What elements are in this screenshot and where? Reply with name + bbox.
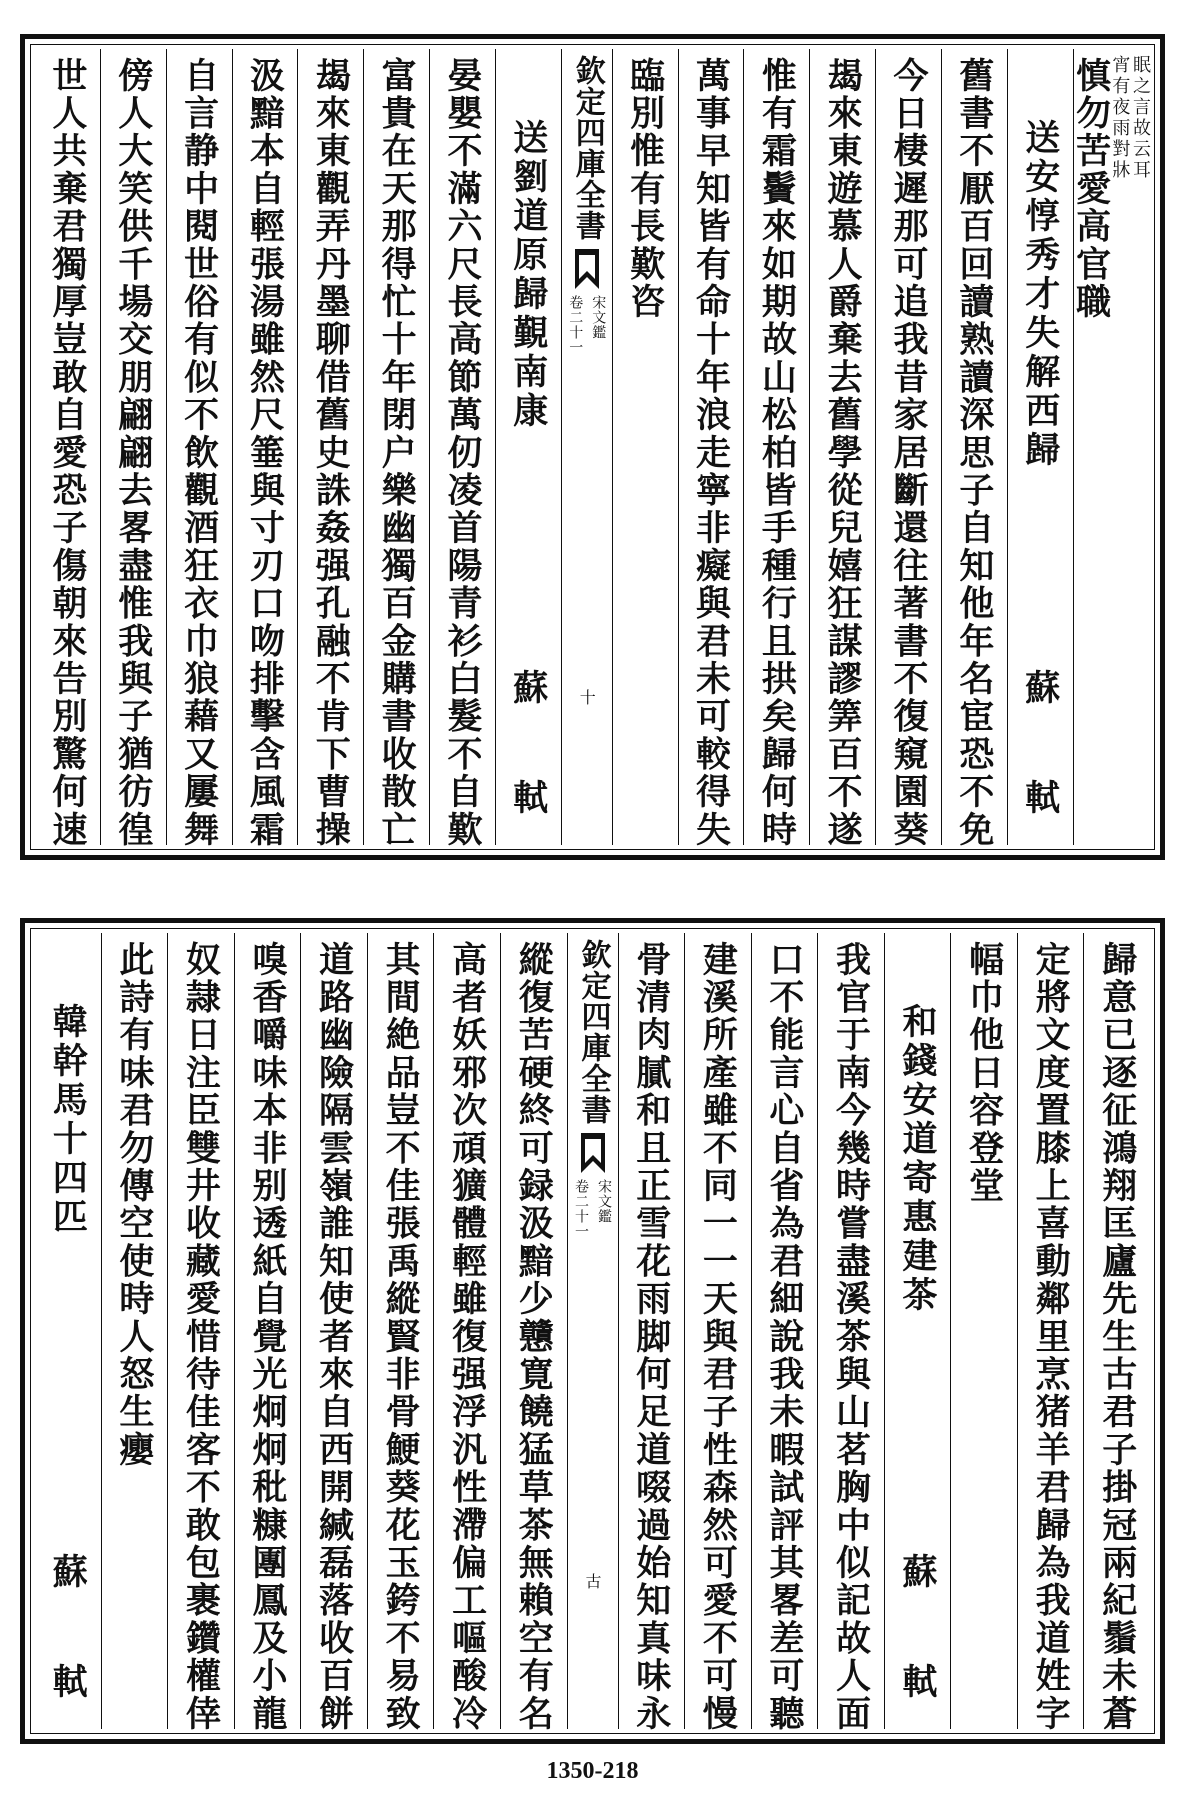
annotation-note: 眠之言故云耳 (1130, 55, 1151, 181)
text-line: 嗅香嚼味本非别透紙自覺光炯炯秕糠團鳳及小龍 (246, 941, 288, 1733)
center-fold-column (567, 933, 618, 1729)
page-panel-bottom (20, 918, 1165, 1744)
text-line: 朅來東遊慕人爵棄去舊學從兒嬉狂謀謬筭百不遂 (822, 57, 864, 849)
text-column (35, 49, 100, 849)
page-number: 1350-218 (546, 1758, 639, 1784)
text-line: 道路幽險隔雲嶺誰知使者來自西開緘磊落收百餅 (313, 941, 355, 1733)
author-name: 蘇 軾 (507, 669, 549, 834)
text-line: 歸意已逐征鴻翔匡廬先生古君子掛冠兩紀鬚未蒼 (1096, 941, 1138, 1733)
text-line: 其間絶品豈不佳張禹縱賢非骨鯁葵花玉銙不易致 (380, 941, 422, 1733)
poem-title-column (495, 49, 561, 845)
text-column (751, 933, 818, 1733)
juan-label: 卷二十一 (573, 1179, 589, 1239)
text-column (950, 933, 1017, 1729)
text-column (297, 49, 363, 849)
text-line: 骨清肉膩和且正雪花雨脚何足道啜過始知真味永 (630, 941, 672, 1733)
fishtail-mark-icon (574, 249, 600, 289)
library-title: 欽定四庫全書 (569, 55, 605, 241)
book-name: 宋文鑑 (590, 295, 607, 340)
poem-title-column (1007, 49, 1073, 845)
text-line: 定將文度置膝上喜動鄰里烹猪羊君歸為我道姓字 (1030, 941, 1072, 1733)
text-line: 自言静中閱世俗有似不飲觀酒狂衣巾狼藉又屢舞 (178, 57, 220, 849)
annotation-note: 宵有夜雨對牀 (1109, 55, 1131, 181)
juan-label: 卷二十一 (567, 295, 584, 355)
poem-title: 送安惇秀才失解西歸 (1019, 119, 1061, 470)
poem-title: 韓幹馬十四匹 (47, 1003, 89, 1237)
text-column (433, 933, 500, 1733)
page-panel-top (20, 34, 1165, 860)
text-column (941, 49, 1007, 849)
text-column (809, 49, 875, 849)
text-column (612, 49, 678, 845)
text-line: 幅巾他日容登堂 (963, 941, 1005, 1205)
center-fold-column (561, 49, 612, 845)
text-column (500, 933, 567, 1733)
text-columns (35, 933, 1150, 1733)
text-column (232, 49, 298, 849)
text-line: 傍人大笑供千場交朋翩翩去畧盡惟我與子猶彷徨 (112, 57, 154, 849)
text-column (300, 933, 367, 1733)
text-column (1083, 933, 1150, 1733)
text-column (167, 933, 234, 1733)
text-line: 汲黯本自輕張湯雖然尺箠與寸刃口吻排擊含風霜 (244, 57, 286, 849)
text-line: 我官于南今幾時嘗盡溪茶與山茗胸中似記故人面 (830, 941, 872, 1733)
volume-label (565, 289, 608, 355)
text-column (367, 933, 434, 1733)
text-column (875, 49, 941, 849)
text-column (101, 933, 168, 1729)
leaf-number: 古 (583, 1573, 602, 1589)
text-column (1017, 933, 1084, 1733)
poem-title: 和錢安道寄惠建茶 (897, 1003, 939, 1315)
library-title: 欽定四庫全書 (575, 939, 611, 1125)
text-column (678, 49, 744, 849)
text-line: 今日棲遲那可追我昔家居斷還往著書不復窺園葵 (888, 57, 930, 849)
text-line: 舊書不厭百回讀熟讀深思子自知他年名宦恐不免 (953, 57, 995, 849)
book-name: 宋文鑑 (596, 1179, 612, 1224)
text-line: 口不能言心自省為君細說我未暇試評其畧差可聽 (763, 941, 805, 1733)
text-column (817, 933, 884, 1733)
text-line: 臨別惟有長歎咨 (624, 57, 666, 321)
text-column (618, 933, 685, 1733)
leaf-number: 十 (577, 689, 597, 705)
text-column (234, 933, 301, 1733)
volume-label (571, 1173, 614, 1239)
fishtail-mark-icon (580, 1133, 606, 1173)
text-column (100, 49, 166, 849)
author-name: 蘇 軾 (1019, 669, 1061, 834)
text-column (1070, 49, 1151, 845)
text-line: 萬事早知皆有命十年浪走寧非癡與君未可較得失 (690, 57, 732, 849)
text-line: 世人共棄君獨厚豈敢自愛恐子傷朝來告別驚何速 (46, 57, 88, 849)
poem-title-column (35, 933, 101, 1729)
text-line: 奴隷日注臣雙井收藏愛惜待佳客不敢包裹鑽權倖 (180, 941, 222, 1733)
author-name: 蘇 軾 (897, 1553, 939, 1718)
text-column (743, 49, 809, 849)
text-line: 惟有霜鬢來如期故山松柏皆手種行且拱矣歸何時 (756, 57, 798, 849)
poem-title: 送劉道原歸覲南康 (507, 119, 549, 431)
poem-title-column (884, 933, 951, 1729)
text-line: 高者妖邪次頑獷體輕雖復强浮汎性滯偏工嘔酸冷 (446, 941, 488, 1733)
text-column (363, 49, 429, 849)
text-line: 富貴在天那得忙十年閉户樂幽獨百金購書收散亡 (376, 57, 418, 849)
text-column (166, 49, 232, 849)
text-line: 建溪所產雖不同一一天與君子性森然可愛不可慢 (697, 941, 739, 1733)
author-name: 蘇 軾 (47, 1553, 89, 1718)
text-line: 慎勿苦愛高官職 (1070, 57, 1112, 321)
text-line: 朅來東觀弄丹墨聊借舊史誅姦强孔融不肯下曹操 (310, 57, 352, 849)
text-columns (35, 49, 1151, 849)
text-column (684, 933, 751, 1733)
text-column (429, 49, 495, 849)
text-line: 縱復苦硬終可録汲黯少戇寛饒猛草茶無賴空有名 (513, 941, 555, 1733)
text-line: 晏嬰不滿六尺長高節萬仞凌首陽青衫白髮不自歎 (441, 57, 483, 849)
text-line: 此詩有味君勿傳空使時人怒生癭 (113, 941, 155, 1469)
